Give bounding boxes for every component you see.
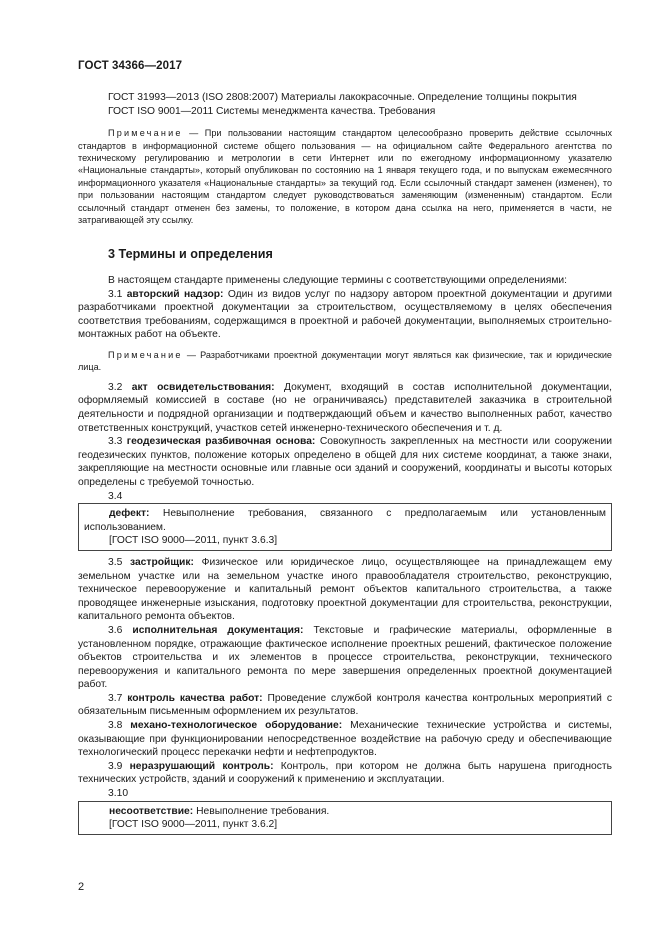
term-3-2 bbox=[78, 381, 612, 435]
term-definition: Контроль, при котором не должна быть нарушена пригодность технических устройств, зданий и сооружений к применению и эксплуатации. bbox=[78, 760, 612, 786]
term-3-9 bbox=[78, 760, 612, 787]
term-number: 3.3 bbox=[108, 436, 123, 448]
term-name: механо-технологическое оборудование: bbox=[130, 720, 343, 732]
term-source: [ГОСТ ISO 9000—2011, пункт 3.6.2] bbox=[109, 819, 278, 831]
term-name: акт освидетельствования: bbox=[131, 381, 275, 393]
term-number: 3.10 bbox=[108, 788, 129, 800]
standard-code-header: ГОСТ 34366—2017 bbox=[78, 60, 183, 72]
term-definition: Один из видов услуг по надзору автором проектной документации и другими разработчиками проектной документации за строительством, осуществляемому в целях обеспечения соответствия требованиям, содержащимся в проектной и рабочей документации, выполняемых строительно-монтажных работ на объекте. bbox=[78, 288, 612, 341]
section-title: 3 Термины и определения bbox=[108, 247, 273, 262]
term-name: дефект: bbox=[109, 508, 150, 520]
term-number: 3.5 bbox=[108, 556, 123, 568]
note-references: Примечание — При пользовании настоящим стандартом целесообразно проверить действие ссылочных стандартов в информационной системе общего пользования — на официальном сайте Федерального агентства по техническому регулированию и метрологии в сети Интернет или по ежегодному информационному указателю «Национальные стандарты», который опубликован по состоянию на 1 января текущего года, и по выпускам ежемесячного информационного указателя «Национальные стандарты» за текущий год. Если ссылочный стандарт заменен (изменен), то при пользовании настоящим стандартом следует руководствоваться заменяющим (измененным) стандартом. Если ссылочный стандарт отменен без замены, то положение, в котором дана ссылка на него, применяется в части, не затрагивающей эту ссылку. bbox=[78, 128, 612, 226]
term-number: 3.4 bbox=[108, 490, 123, 502]
term-3-7 bbox=[78, 692, 612, 719]
term-definition: Проведение службой контроля качества контрольных мероприятий с обязательным письменным оформлением их результатов. bbox=[78, 692, 612, 718]
term-name: застройщик: bbox=[129, 556, 194, 568]
term-name: контроль качества работ: bbox=[127, 692, 263, 704]
term-number: 3.1 bbox=[108, 288, 123, 300]
page-content bbox=[78, 91, 612, 837]
note-term-3-1: Примечание — Разработчиками проектной документации могут являться как физические, так и юридические лица. bbox=[78, 350, 612, 373]
term-number: 3.9 bbox=[108, 760, 123, 772]
ref-item: ГОСТ 31993—2013 (ISO 2808:2007) Материалы лакокрасочные. Определение толщины покрытия bbox=[108, 92, 577, 103]
term-3-8 bbox=[78, 719, 612, 760]
term-name: авторский надзор: bbox=[126, 288, 224, 300]
term-definition: Механические технические устройства и системы, оказывающие при функционировании непосредственное воздействие на рабочую среду и обеспечивающие технологический процесс перекачки нефти и нефтепродуктов. bbox=[78, 720, 612, 759]
term-name: несоответствие: bbox=[109, 805, 194, 817]
term-definition: Текстовые и графические материалы, оформленные в установленном порядке, отражающие фактическое исполнение проектных решений, фактическое положение объектов строительства и их элементов в процессе строительства, реконструкции, технического перевооружения и капитального ремонта по мере завершения определенных проектной документацией работ. bbox=[78, 624, 612, 691]
term-source: [ГОСТ ISO 9000—2011, пункт 3.6.3] bbox=[109, 535, 278, 547]
term-number: 3.7 bbox=[108, 692, 123, 704]
note-label: Примечание bbox=[108, 350, 183, 360]
note-text: Разработчиками проектной документации могут являться как физические, так и юридические лица. bbox=[78, 350, 612, 373]
term-3-1 bbox=[78, 288, 612, 342]
term-definition: Невыполнение требования. bbox=[196, 805, 330, 817]
term-definition: Физическое или юридическое лицо, осуществляющее на принадлежащем ему земельном участке или на земельном участке иного правообладателя строительство, реконструкцию, техническое перевооружение и капитальный ремонт объектов капитального строительства, а также проводящее инженерные изыскания, подготовку проектной документации для строительства, реконструкции, капитального ремонта объектов. bbox=[78, 556, 612, 623]
term-3-6 bbox=[78, 624, 612, 692]
ref-item: ГОСТ ISO 9001—2011 Системы менеджмента качества. Требования bbox=[108, 105, 436, 117]
term-definition: Невыполнение требования, связанного с предполагаемым или установленным использованием. bbox=[84, 508, 606, 533]
term-3-10-box bbox=[78, 801, 612, 835]
term-number: 3.6 bbox=[108, 624, 123, 636]
note-text: При пользовании настоящим стандартом целесообразно проверить действие ссылочных стандартов в информационной системе общего пользования — на официальном сайте Федерального агентства по техническому регулированию и метрологии в сети Интернет или по ежегодному информационному указателю «Национальные стандарты», который опубликован по состоянию на 1 января текущего года, и по выпускам ежемесячного информационного указателя «Национальные стандарты» за текущий год. Если ссылочный стандарт заменен (изменен), то при пользовании настоящим стандартом следует руководствоваться заменяющим (измененным) стандартом. Если ссылочный стандарт отменен без замены, то положение, в котором дана ссылка на него, применяется в части, не затрагивающей эту ссылку. bbox=[78, 128, 612, 226]
term-name: геодезическая разбивочная основа: bbox=[126, 436, 316, 448]
term-3-5 bbox=[78, 556, 612, 624]
term-definition: Документ, входящий в состав исполнительной документации, оформляемый комиссией в составе (но не ограничиваясь) представителей заказчика в строительной деятельности и подрядной организации и подтверждающий объем и качество выполненных работ, качество ответственных конструкций, участков сетей инженерно-технического обеспечения и т. д. bbox=[78, 381, 612, 434]
term-name: неразрушающий контроль: bbox=[129, 760, 274, 772]
section-intro: В настоящем стандарте применены следующие термины с соответствующими определениями: bbox=[108, 275, 568, 287]
term-definition: Совокупность закрепленных на местности или сооружении геодезических пунктов, положение которых определено в общей для них системе координат, а также знаки, закрепляющие на местности основные или главные оси зданий и сооружений, координаты и высоты которых определены с требуемой точностью. bbox=[78, 436, 612, 488]
note-label: Примечание bbox=[108, 128, 183, 139]
term-number: 3.2 bbox=[108, 381, 123, 393]
term-name: исполнительная документация: bbox=[132, 624, 304, 636]
term-number: 3.8 bbox=[108, 720, 123, 732]
page-number: 2 bbox=[78, 881, 85, 893]
term-3-4-box bbox=[78, 503, 612, 551]
term-3-3 bbox=[78, 435, 612, 489]
